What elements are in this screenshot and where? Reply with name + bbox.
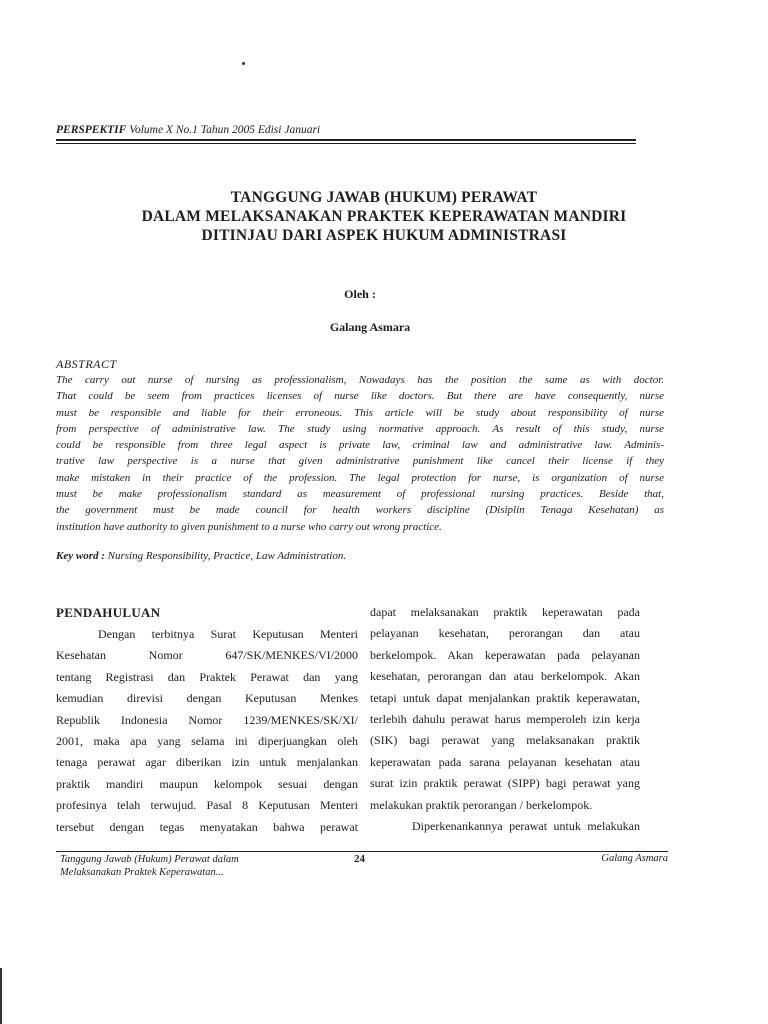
byline-label: Oleh :	[344, 287, 376, 301]
keywords-text: Nursing Responsibility, Practice, Law Administration.	[107, 550, 347, 562]
body-column-right	[370, 602, 640, 837]
issue-info: Volume X No.1 Tahun 2005 Edisi Januari	[129, 124, 321, 136]
body-line: Dengan terbitnya Surat Keputusan Menteri	[98, 627, 358, 641]
abstract-line: The carry out nurse of nursing as professionalism, Nowadays has the position the same as with doctor.	[56, 374, 664, 386]
body-line: kesehatan, perorangan dan atau berkelompok. Akan	[370, 669, 640, 684]
abstract-line: That could be seem from practices licenses of nurse like doctors. But there are have consequently, nurse	[56, 390, 664, 403]
body-line: terlebih dahulu perawat harus memperoleh izin kerja	[370, 712, 640, 727]
footer-author: Galang Asmara	[601, 853, 668, 864]
body-line: tentang Registrasi dan Praktek Perawat dan yang	[56, 669, 358, 684]
abstract-line: the government must be made council for health workers discipline (Disiplin Tenaga Kesehatan) as	[56, 504, 664, 517]
header-rule	[56, 139, 636, 144]
body-line: 2001, maka apa yang selama ini diperjuangkan oleh	[56, 734, 358, 749]
author-name: Galang Asmara	[329, 320, 411, 334]
body-line: berkelompok. Akan keperawatan pada pelayanan	[370, 647, 640, 662]
body-line: pelayanan kesehatan, perorangan dan atau	[370, 626, 640, 641]
title-line: TANGGUNG JAWAB (HUKUM) PERAWAT	[230, 189, 538, 206]
abstract-line: could be responsible from three legal aspect is private law, criminal law and administrative law. Adminis-	[56, 439, 664, 452]
abstract-heading: ABSTRACT	[56, 357, 117, 371]
body-line: tenaga perawat agar diberikan izin untuk menjalankan	[56, 755, 358, 770]
page-number: 24	[354, 853, 365, 865]
body-line: tetapi untuk dapat menjalankan praktik keperawatan,	[370, 690, 640, 705]
abstract-line: make mistaken in their practice of the profession. The legal protection for nurse, is organization of nurse	[56, 471, 664, 484]
body-line: (SIK) bagi perawat yang melaksanakan praktik	[370, 733, 640, 748]
body-line: surat izin praktik perawat (SIPP) bagi perawat yang	[370, 776, 640, 791]
article-title	[60, 188, 708, 245]
footer-running-title	[60, 853, 300, 879]
scan-edge-mark	[0, 968, 2, 1024]
footer-title-line: Tanggung Jawab (Hukum) Perawat dalam	[60, 854, 239, 865]
abstract-line: trative law perspective is a nurse that given administrative punishment like cancel their license if they	[56, 455, 664, 468]
scan-speck	[242, 62, 245, 65]
abstract-body	[56, 372, 664, 535]
body-line: profesinya telah terwujud. Pasal 8 Keputusan Menteri	[56, 798, 358, 813]
body-line: dapat melaksanakan praktik keperawatan pada	[370, 605, 640, 619]
abstract-line: from perspective of administrative law. The study using normative approach. As result of this study, nurse	[56, 422, 664, 435]
journal-name: PERSPEKTIF	[56, 124, 127, 136]
body-line: melakukan praktik perorangan / berkelompok.	[370, 797, 593, 812]
title-line: DITINJAU DARI ASPEK HUKUM ADMINISTRASI	[201, 227, 567, 244]
body-line: keperawatan pada sarana pelayanan kesehatan atau	[370, 754, 640, 769]
keywords-label: Key word :	[56, 550, 105, 562]
keywords	[56, 550, 656, 562]
title-line: DALAM MELAKSANAKAN PRAKTEK KEPERAWATAN MANDIRI	[141, 208, 627, 225]
abstract-line: must be make professionalism standard as measurement of professional nursing practices. Beside that,	[56, 488, 664, 501]
body-line: praktik mandiri maupun kelompok sesuai dengan	[56, 776, 358, 791]
running-header	[56, 124, 636, 136]
body-line: Diperkenankannya perawat untuk melakukan	[412, 819, 640, 834]
footer-title-line: Melaksanakan Praktek Keperawatan...	[60, 867, 224, 878]
abstract-line: institution have authority to given punishment to a nurse who carry out wrong practice.	[56, 520, 442, 533]
body-line: Republik Indonesia Nomor 1239/MENKES/SK/XI/	[56, 712, 358, 727]
body-column-left	[56, 624, 358, 838]
body-line: tersebut dengan tegas menyatakan bahwa perawat	[56, 819, 358, 834]
footer-rule	[56, 851, 668, 852]
abstract-line: must be responsible and liable for their erroneous. This article will be study about responsibility of nurse	[56, 406, 664, 419]
body-line: Kesehatan Nomor 647/SK/MENKES/VI/2000	[56, 648, 358, 663]
body-line: kemudian direvisi dengan Keputusan Menkes	[56, 691, 358, 706]
section-heading: PENDAHULUAN	[56, 605, 161, 620]
